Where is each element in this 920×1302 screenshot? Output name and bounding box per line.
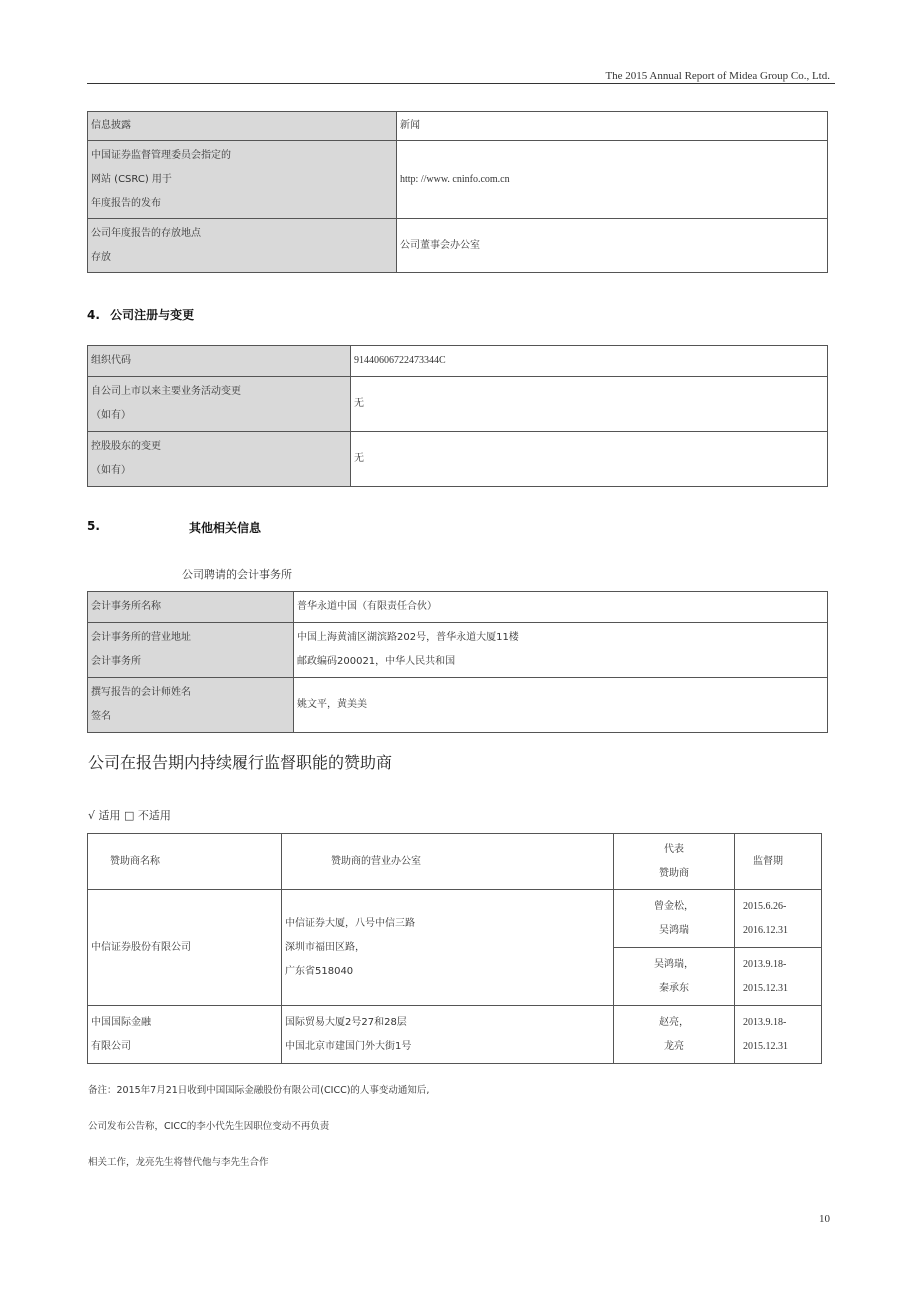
sponsor-firm-2-office: 国际贸易大厦2号27和28层 中国北京市建国门外大街1号 [282,1006,614,1064]
sponsor-firm-2-name: 中国国际金融 有限公司 [88,1006,282,1064]
firm-address-label: 会计事务所的营业地址 会计事务所 [88,623,294,678]
shareholder-change-label: 控股股东的变更 （如有） [88,432,351,487]
sponsor-table [87,833,822,1064]
report-header-title: The 2015 Annual Report of Midea Group Co., Ltd. [605,70,830,82]
sponsor-firm-1-period-2: 2013.9.18-2015.12.31 [735,948,822,1006]
sponsor-firm-1-name: 中信证券股份有限公司 [88,890,282,1006]
sponsor-firm-2-period: 2013.9.18-2015.12.31 [735,1006,822,1064]
accountant-names-value: 姚文平，黄美美 [294,678,828,733]
sponsor-firm-1-period-1: 2015.6.26-2016.12.31 [735,890,822,948]
note-line-1: 备注：2015年7月21日收到中国国际金融股份有限公司(CICC)的人事变动通知后, [88,1085,430,1096]
header-divider [87,83,835,84]
business-change-label: 自公司上市以来主要业务活动变更 （如有） [88,377,351,432]
section-4-title: 公司注册与变更 [110,308,195,322]
disclosure-value: 新闻 [397,112,828,141]
disclosure-label: 信息披露 [88,112,397,141]
firm-name-value: 普华永道中国（有限责任合伙） [294,592,828,623]
accountant-names-label: 撰写报告的会计师姓名 签名 [88,678,294,733]
firm-address-value: 中国上海黄浦区湖滨路202号，普华永道大厦11楼 邮政编码200021，中华人民共和国 [294,623,828,678]
section-5-title: 其他相关信息 [189,521,262,535]
sponsor-name-header: 赞助商名称 [88,834,282,890]
report-storage-label: 公司年度报告的存放地点 存放 [88,219,397,273]
sponsor-firm-1-rep-2: 吴鸿瑞， 秦承东 [614,948,735,1006]
note-line-3: 相关工作，龙亮先生将替代他与李先生合作 [88,1157,269,1168]
firm-name-label: 会计事务所名称 [88,592,294,623]
section-4-heading [87,306,194,323]
org-code-value: 91440606722473344C [351,346,828,377]
csrc-website-value: http: //www. cninfo.com.cn [397,141,828,219]
business-change-value: 无 [351,377,828,432]
report-storage-value: 公司董事会办公室 [397,219,828,273]
applicability-indicator: √ 适用 □ 不适用 [88,809,171,822]
org-code-label: 组织代码 [88,346,351,377]
sponsor-firm-1-rep-1: 曾金松， 吴鸿瑞 [614,890,735,948]
sponsor-firm-2-rep: 赵亮， 龙亮 [614,1006,735,1064]
sponsor-period-header: 监督期 [735,834,822,890]
sponsor-heading: 公司在报告期内持续履行监督职能的赞助商 [88,753,393,772]
disclosure-table [87,111,828,273]
page-number: 10 [819,1213,830,1225]
shareholder-change-value: 无 [351,432,828,487]
sponsor-office-header: 赞助商的营业办公室 [282,834,614,890]
registration-table [87,345,828,487]
note-line-2: 公司发布公告称，CICC的李小代先生因职位变动不再负责 [88,1121,330,1132]
sponsor-firm-1-office: 中信证券大厦，八号中信三路 深圳市福田区路， 广东省518040 [282,890,614,1006]
csrc-website-label: 中国证券监督管理委员会指定的 网站 (CSRC) 用于 年度报告的发布 [88,141,397,219]
section-5-number: 5. [87,519,100,533]
sponsor-rep-header: 代表 赞助商 [614,834,735,890]
accounting-firm-subtitle: 公司聘请的会计事务所 [182,568,292,581]
accounting-firm-table [87,591,828,733]
section-4-number: 4. [87,308,100,322]
